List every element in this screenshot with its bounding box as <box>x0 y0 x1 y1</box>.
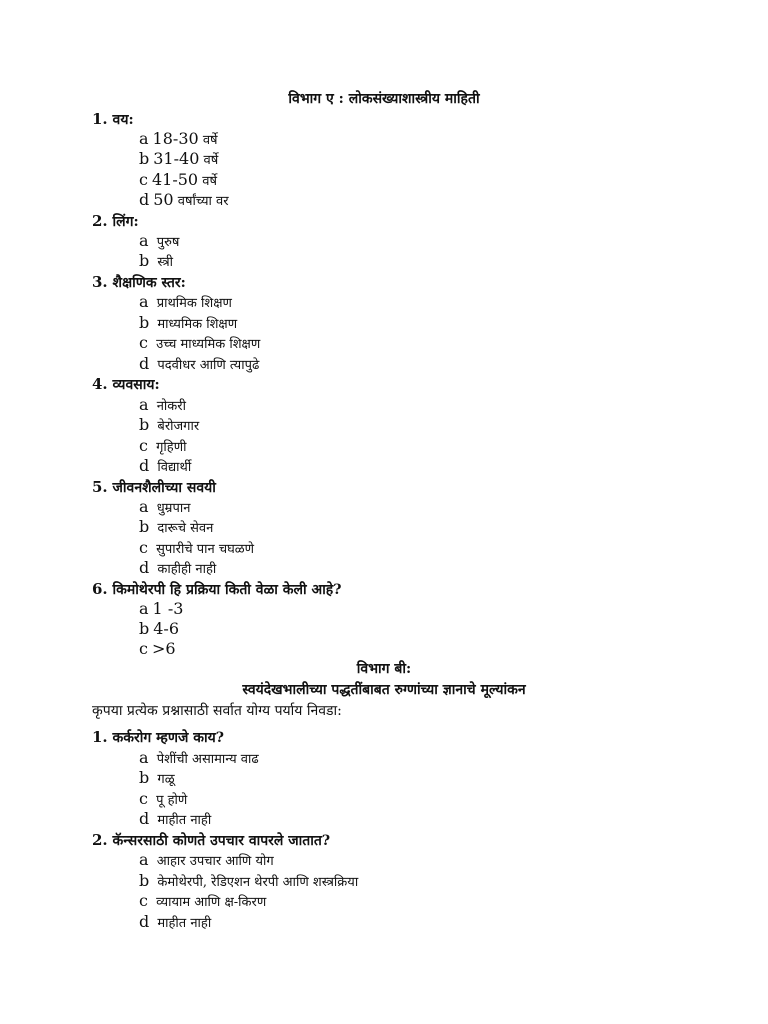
option-number: >6 <box>151 639 176 658</box>
question-number: 2. <box>92 212 108 230</box>
option-item[interactable] <box>139 333 260 355</box>
option-letter: b <box>139 313 150 332</box>
option-letter: a <box>139 129 149 148</box>
option-letter: a <box>139 599 149 618</box>
option-item[interactable] <box>139 639 176 661</box>
option-text: प्राथमिक शिक्षण <box>156 296 232 311</box>
option-text: वर्षांच्या वर <box>177 194 229 209</box>
option-text: सुपारीचे पान चघळणे <box>156 542 255 557</box>
option-text: आहार उपचार आणि योग <box>156 854 274 869</box>
option-letter: d <box>139 558 150 577</box>
option-letter: d <box>139 354 150 373</box>
option-letter: c <box>139 333 148 352</box>
option-item[interactable] <box>139 850 274 872</box>
option-item[interactable] <box>139 129 218 151</box>
option-item[interactable] <box>139 912 211 934</box>
option-item[interactable] <box>139 768 175 790</box>
option-letter: c <box>139 170 148 189</box>
option-text: माध्यमिक शिक्षण <box>157 317 238 332</box>
option-number: 4-6 <box>153 619 180 638</box>
option-text: केमोथेरपी, रेडिएशन थेरपी आणि शस्त्रक्रिया <box>157 875 359 890</box>
question <box>92 374 160 395</box>
option-item[interactable] <box>139 231 179 253</box>
option-number: 1 -3 <box>152 599 184 618</box>
option-text: दारूचे सेवन <box>157 521 214 536</box>
option-letter: c <box>139 436 148 455</box>
option-text: पदवीधर आणि त्यापुढे <box>157 358 260 373</box>
option-letter: b <box>139 251 150 270</box>
option-letter: b <box>139 517 150 536</box>
option-item[interactable] <box>139 395 186 417</box>
section-b-heading: विभाग बी: <box>356 661 412 677</box>
option-item[interactable] <box>139 313 237 335</box>
option-item[interactable] <box>139 558 216 580</box>
option-text: नोकरी <box>156 399 186 414</box>
option-letter: b <box>139 871 150 890</box>
option-letter: b <box>139 415 150 434</box>
option-text: व्यायाम आणि क्ष-किरण <box>156 895 267 910</box>
option-item[interactable] <box>139 251 173 273</box>
section-b-subheading: स्वयंदेखभालीच्या पद्धतींबाबत रुग्णांच्या ज्ञानाचे मूल्यांकन <box>242 682 526 698</box>
option-text: वर्षे <box>203 153 219 168</box>
option-letter: a <box>139 850 149 869</box>
option-letter: c <box>139 789 148 808</box>
option-letter: d <box>139 190 150 209</box>
question <box>92 211 139 232</box>
question <box>92 579 341 600</box>
question <box>92 477 216 498</box>
question-number: 4. <box>92 375 108 393</box>
option-number: 41-50 <box>151 170 199 189</box>
option-text: उच्च माध्यमिक शिक्षण <box>156 337 261 352</box>
question <box>92 272 186 293</box>
option-item[interactable] <box>139 809 211 831</box>
option-item[interactable] <box>139 619 179 641</box>
option-letter: b <box>139 619 150 638</box>
question-text: जीवनशैलीच्या सवयी <box>112 480 216 496</box>
option-number: 18-30 <box>152 129 199 148</box>
question-text: किमोथेरपी हि प्रक्रिया किती वेळा केली आहे? <box>112 582 342 598</box>
option-letter: a <box>139 497 149 516</box>
option-number: 50 <box>153 190 174 209</box>
option-item[interactable] <box>139 517 213 539</box>
option-letter: a <box>139 395 149 414</box>
question <box>92 109 134 130</box>
option-text: गळू <box>157 772 175 787</box>
question-number: 3. <box>92 273 108 291</box>
question-number: 1. <box>92 728 108 746</box>
option-item[interactable] <box>139 871 358 893</box>
option-item[interactable] <box>139 149 218 171</box>
question-text: वय: <box>112 112 134 128</box>
option-text: विद्यार्थी <box>157 460 192 475</box>
option-item[interactable] <box>139 354 259 376</box>
option-letter: a <box>139 748 149 767</box>
option-text: स्त्री <box>157 255 173 270</box>
question-number: 6. <box>92 580 108 598</box>
option-item[interactable] <box>139 190 229 212</box>
option-item[interactable] <box>139 599 183 621</box>
option-text: माहीत नाही <box>157 813 212 828</box>
option-letter: b <box>139 768 150 787</box>
question-text: शैक्षणिक स्तर: <box>112 275 186 291</box>
option-letter: b <box>139 149 150 168</box>
option-letter: a <box>139 292 149 311</box>
question-number: 2. <box>92 831 108 849</box>
option-item[interactable] <box>139 170 217 192</box>
question-text: लिंग: <box>112 214 139 230</box>
option-item[interactable] <box>139 436 186 458</box>
option-text: वर्षे <box>202 133 218 148</box>
option-letter: d <box>139 809 150 828</box>
option-text: काहीही नाही <box>157 562 217 577</box>
option-letter: a <box>139 231 149 250</box>
option-letter: c <box>139 891 148 910</box>
option-item[interactable] <box>139 891 266 913</box>
instruction-text: कृपया प्रत्येक प्रश्नासाठी सर्वात योग्य पर्याय निवडा: <box>92 703 342 719</box>
question <box>92 830 330 851</box>
option-letter: c <box>139 538 148 557</box>
option-text: पू होणे <box>156 793 188 808</box>
option-text: पेशींची असामान्य वाढ <box>156 752 259 767</box>
option-text: माहीत नाही <box>157 916 212 931</box>
option-text: बेरोजगार <box>157 419 200 434</box>
question-text: कॅन्सरसाठी कोणते उपचार वापरले जातात? <box>112 833 331 849</box>
option-letter: c <box>139 639 148 658</box>
option-item[interactable] <box>139 292 232 314</box>
option-item[interactable] <box>139 748 259 770</box>
question <box>92 727 224 748</box>
option-item[interactable] <box>139 415 199 437</box>
question-number: 1. <box>92 110 108 128</box>
option-text: धुम्रपान <box>156 501 191 516</box>
option-text: वर्षे <box>202 174 217 189</box>
option-text: गृहिणी <box>156 440 187 455</box>
option-letter: d <box>139 456 150 475</box>
option-item[interactable] <box>139 497 190 519</box>
option-item[interactable] <box>139 789 187 811</box>
option-item[interactable] <box>139 538 254 560</box>
option-text: पुरुष <box>156 235 180 250</box>
option-number: 31-40 <box>153 149 200 168</box>
question-number: 5. <box>92 478 108 496</box>
option-letter: d <box>139 912 150 931</box>
option-item[interactable] <box>139 456 191 478</box>
question-text: व्यवसाय: <box>112 377 160 393</box>
question-text: कर्करोग म्हणजे काय? <box>112 730 224 746</box>
section-a-heading: विभाग ए : लोकसंख्याशास्त्रीय माहिती <box>288 91 480 107</box>
